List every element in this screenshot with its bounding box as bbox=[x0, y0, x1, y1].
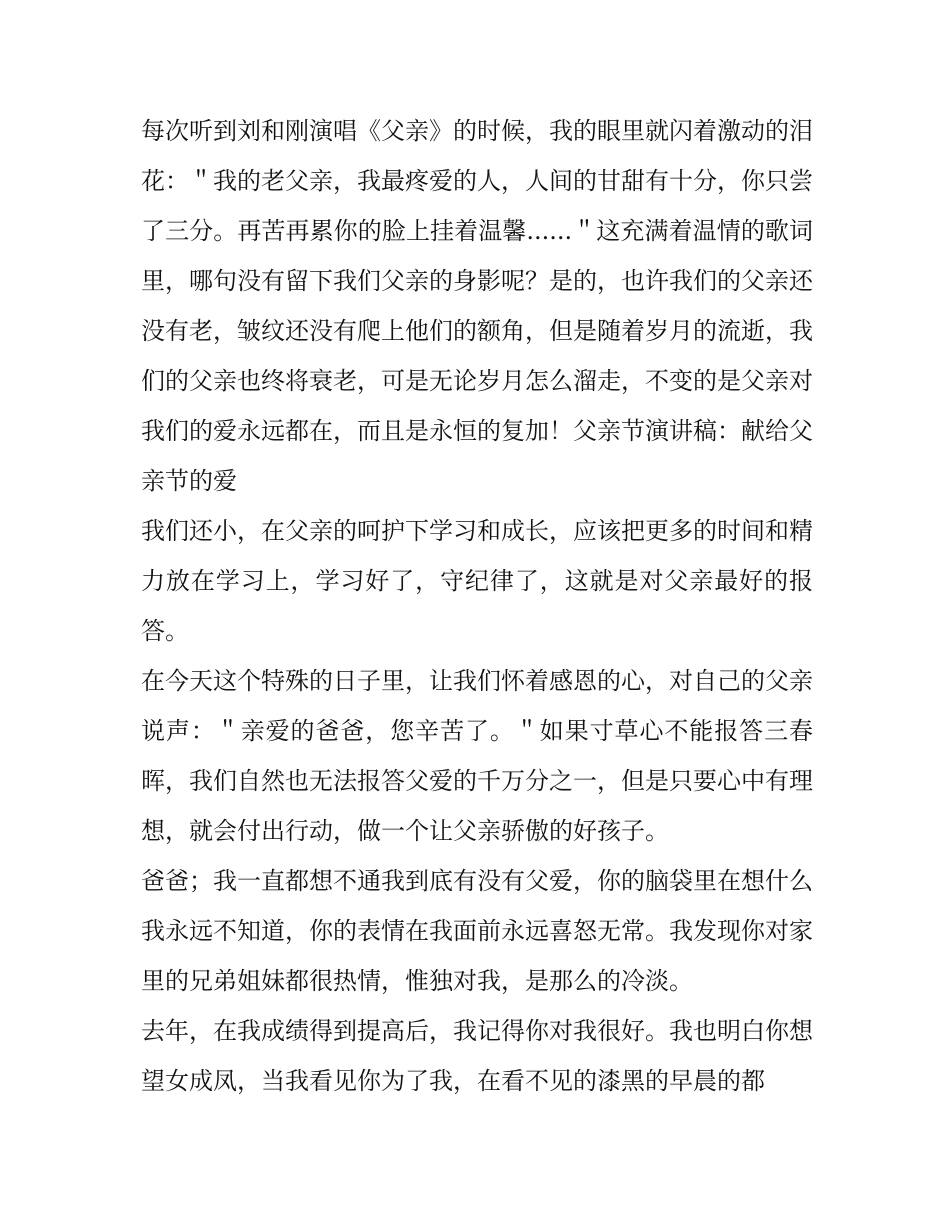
paragraph-2: 我们还小，在父亲的呵护下学习和成长，应该把更多的时间和精力放在学习上，学习好了，守纪律了，这就是对父亲最好的报答。 bbox=[141, 517, 813, 645]
paragraph-3: 在今天这个特殊的日子里，让我们怀着感恩的心，对自己的父亲说声：＂亲爱的爸爸，您辛苦了。＂如果寸草心不能报答三春晖，我们自然也无法报答父爱的千万分之一，但是只要心中有理想，就会付出行动，做一个让父亲骄傲的好孩子。 bbox=[141, 667, 813, 845]
document-body bbox=[141, 106, 813, 1106]
paragraph-4: 爸爸；我一直都想不通我到底有没有父爱，你的脑袋里在想什么我永远不知道，你的表情在我面前永远喜怒无常。我发现你对家里的兄弟姐妹都很热情，惟独对我，是那么的冷淡。 bbox=[141, 867, 813, 995]
paragraph-5: 去年，在我成绩得到提高后，我记得你对我很好。我也明白你想望女成凤，当我看见你为了我，在看不见的漆黑的早晨的都 bbox=[141, 1017, 813, 1095]
paragraph-1: 每次听到刘和刚演唱《父亲》的时候，我的眼里就闪着激动的泪花：＂我的老父亲，我最疼爱的人，人间的甘甜有十分，你只尝了三分。再苦再累你的脸上挂着温馨......＂这充满着温情的歌词里，哪句没有留下我们父亲的身影呢？是的，也许我们的父亲还没有老，皱纹还没有爬上他们的额角，但是随着岁月的流逝，我们的父亲也终将衰老，可是无论岁月怎么溜走，不变的是父亲对我们的爱永远都在，而且是永恒的复加！父亲节演讲稿：献给父亲节的爱 bbox=[141, 117, 813, 495]
